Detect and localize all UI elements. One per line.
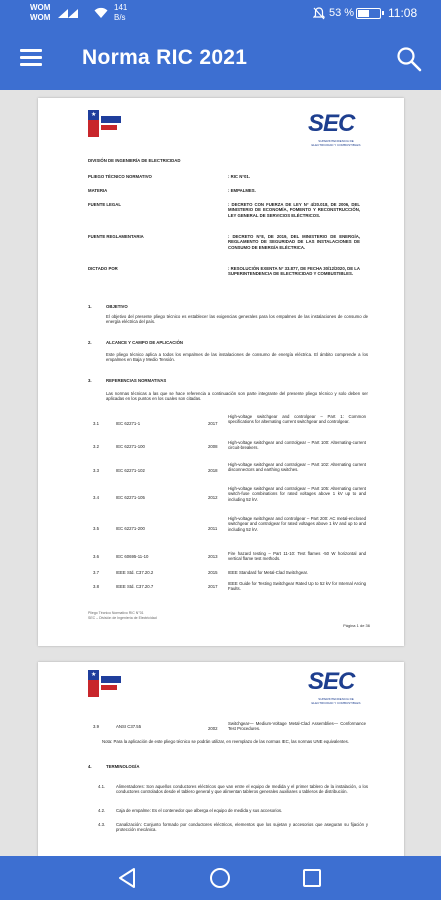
home-circle-icon[interactable] — [210, 868, 230, 888]
ref-code: IEC 62271-200 — [116, 526, 145, 531]
section-body: Las normas técnicas a las que se hace referencia a continuación son parte integrante del presente pliego técnico y solo deben ser aplicadas en los puntos en los cuales son citadas. — [106, 391, 368, 402]
section-number: 4. — [88, 764, 92, 769]
ref-num: 3.1 — [93, 421, 99, 426]
page-footer — [88, 611, 208, 620]
sec-logo-text: SEC — [308, 110, 355, 137]
ref-year: 2011 — [208, 526, 218, 531]
ref-desc: IEEE Guide for Testing Switchgear Rated Up to 52 kV for Internal Arcing Faults. — [228, 581, 366, 592]
term-num: 4.2. — [98, 808, 106, 813]
ref-num: 3.9 — [93, 724, 99, 729]
gobierno-chile-logo: ★ — [88, 670, 118, 708]
meta-value: : RESOLUCIÓN EXENTA N° 33.877, DE FECHA 30/12/2020, DE LA SUPERINTENDENCIA DE ELECTRICIDAD Y COMBUSTIBLES. — [228, 266, 360, 277]
ref-desc: Fire hazard testing – Part 11-10: Test flames -50 W horizontal and vertical flame test methods. — [228, 551, 366, 562]
recent-apps-square-icon[interactable] — [303, 869, 321, 887]
meta-value: : DECRETO N°8, DE 2019, DEL MINISTERIO DE ENERGÍA, REGLAMENTO DE SEGURIDAD DE LAS INSTALACIONES DE CONSUMO DE ENERGÍA ELÉCTRICA. — [228, 234, 360, 250]
ref-num: 3.6 — [93, 554, 99, 559]
sec-logo-subtitle: SUPERINTENDENCIA DE ELECTRICIDAD Y COMBUSTIBLES — [311, 139, 361, 147]
ref-num: 3.5 — [93, 526, 99, 531]
gobierno-chile-logo: ★ — [88, 110, 118, 148]
section-body: El objetivo del presente pliego técnico es establecer las exigencias generales para los empalmes de las instalaciones de consumo de energía eléctrica del país. — [106, 314, 368, 325]
ref-year: 2018 — [208, 468, 218, 473]
ref-num: 3.8 — [93, 584, 99, 589]
system-navigation-bar — [0, 856, 441, 900]
section-title: OBJETIVO — [106, 304, 128, 309]
meta-value: : RIC N°01. — [228, 174, 251, 179]
page-number: Página 1 de 36 — [343, 623, 370, 628]
section-title: TERMINOLOGÍA — [106, 764, 140, 769]
search-icon[interactable] — [396, 46, 422, 72]
ref-desc: Switchgear— Medium-Voltage Metal-Clad Assemblies— Conformance Test Procedures. — [228, 721, 366, 732]
section-title: REFERENCIAS NORMATIVAS — [106, 378, 167, 383]
meta-label: FUENTE LEGAL — [88, 202, 121, 207]
signal-icon — [58, 9, 68, 18]
section-title: ALCANCE Y CAMPO DE APLICACIÓN — [106, 340, 184, 345]
ref-year: 2002 — [208, 726, 218, 731]
app-bar — [0, 28, 441, 90]
hamburger-menu-icon[interactable] — [20, 48, 42, 66]
sec-logo-subtitle: SUPERINTENDENCIA DE ELECTRICIDAD Y COMBUSTIBLES — [311, 697, 361, 705]
network-speed — [114, 3, 127, 23]
ref-year: 2017 — [208, 421, 218, 426]
section-number: 1. — [88, 304, 92, 309]
meta-value: : DECRETO CON FUERZA DE LEY N° 4/20.018, DE 2006, DEL MINISTERIO DE ECONOMÍA, FOMENTO Y RECONSTRUCCIÓN, LEY GENERAL DE SERVICIOS ELÉCTRICOS. — [228, 202, 360, 218]
meta-label: FUENTE REGLAMENTARIA — [88, 234, 144, 239]
sec-logo — [308, 112, 368, 152]
app-title: Norma RIC 2021 — [82, 46, 248, 69]
footer-line: SEC – División de Ingeniería de Electricidad — [88, 615, 157, 620]
clock: 11:08 — [388, 6, 418, 20]
carrier-labels — [30, 3, 50, 23]
ref-desc: High-voltage switchgear and controlgear – Part 100: Alternating-current circuit-breakers. — [228, 440, 366, 451]
ref-desc: High-voltage switchgear and controlgear – Part 1: Common specifications for alternating current switchgear and controlgear. — [228, 414, 366, 425]
ref-code: IEC 62271-1 — [116, 421, 141, 426]
division-heading: DIVISIÓN DE INGENIERÍA DE ELECTRICIDAD — [88, 158, 181, 163]
wifi-icon — [94, 7, 108, 19]
section-number: 3. — [88, 378, 92, 383]
term-text: Canalización: Conjunto formado por conductores eléctricos, elementos que los sujetan y accesorios que aseguran su fijación y protección mecánica. — [116, 822, 368, 833]
ref-desc: IEEE Standard for Metal-Clad Switchgear. — [228, 570, 309, 575]
bell-muted-icon — [313, 7, 325, 20]
pdf-viewer[interactable] — [0, 90, 441, 856]
ref-code: IEEE Std. C37.20.2 — [116, 570, 154, 575]
ref-code: IEC 60695-11-10 — [116, 554, 149, 559]
battery-icon — [356, 8, 381, 19]
meta-value: : EMPALMES. — [228, 188, 256, 193]
term-num: 4.1. — [98, 784, 106, 789]
speed-value: 141 — [114, 3, 128, 12]
ref-code: IEC 62271-100 — [116, 444, 145, 449]
ref-desc: High-voltage switchgear and controlgear – Part 102: Alternating current disconnectors and earthing switches. — [228, 462, 366, 473]
ref-year: 2013 — [208, 554, 218, 559]
footer-line: Pliego Técnico Normativo RIC N°01 — [88, 611, 144, 615]
ref-year: 2017 — [208, 584, 218, 589]
ref-year: 2008 — [208, 444, 218, 449]
signal-icon — [68, 9, 78, 18]
ref-num: 3.7 — [93, 570, 99, 575]
ref-code: IEEE Std. C37.20.7 — [116, 584, 154, 589]
meta-label: PLIEGO TÉCNICO NORMATIVO — [88, 174, 152, 179]
ref-code: IEC 62271-105 — [116, 495, 145, 500]
ref-desc: High-voltage switchgear and controlgear – Part 105: Alternating current switch-fuse combinations for rated voltages above 1 kV up to and including 52 kV. — [228, 486, 366, 502]
speed-unit: B/s — [114, 13, 126, 22]
ref-code: ANSI C37.55 — [116, 724, 142, 729]
nota-text: Nota: Para la aplicación de este pliego técnico se podrán utilizar, en reemplazo de las normas IEC, las normas UNE equivalentes. — [102, 739, 349, 744]
section-body: Este pliego técnico aplica a todos los empalmes de las instalaciones de consumo de energía eléctrica. El ámbito comprende a los empalmes en Baja y Medio Tensión. — [106, 352, 368, 363]
carrier-2: WOM — [30, 13, 51, 22]
battery-percentage: 53 % — [329, 7, 355, 19]
pdf-page-1[interactable] — [38, 98, 404, 646]
ref-num: 3.4 — [93, 495, 99, 500]
ref-year: 2012 — [208, 495, 218, 500]
term-num: 4.3. — [98, 822, 106, 827]
status-bar — [0, 0, 441, 28]
sec-logo — [308, 670, 368, 710]
ref-year: 2015 — [208, 570, 218, 575]
section-number: 2. — [88, 340, 92, 345]
ref-num: 3.3 — [93, 468, 99, 473]
sec-logo-text: SEC — [308, 668, 355, 695]
carrier-1: WOM — [30, 3, 51, 12]
pdf-page-2[interactable] — [38, 662, 404, 856]
meta-label: MATERIA — [88, 188, 108, 193]
ref-code: IEC 62271-102 — [116, 468, 145, 473]
term-text: Alimentadores: Son aquellos conductores eléctricos que van entre el equipo de medida y el primer tablero de la instalación, o los conductores controlados desde el tablero general y que alimentan tableros generales auxiliares o tableros de distribución. — [116, 784, 368, 795]
ref-desc: High-voltage switchgear and controlgear – Part 200: AC metal-enclosed switchgear and controlgear for rated voltages above 1 kV and up to and including 52 kV. — [228, 516, 366, 532]
meta-label: DICTADO POR — [88, 266, 118, 271]
term-text: Caja de empalme: Es el contenedor que alberga el equipo de medida y sus accesorios. — [116, 808, 283, 813]
back-triangle-icon[interactable] — [117, 867, 137, 889]
ref-num: 3.2 — [93, 444, 99, 449]
